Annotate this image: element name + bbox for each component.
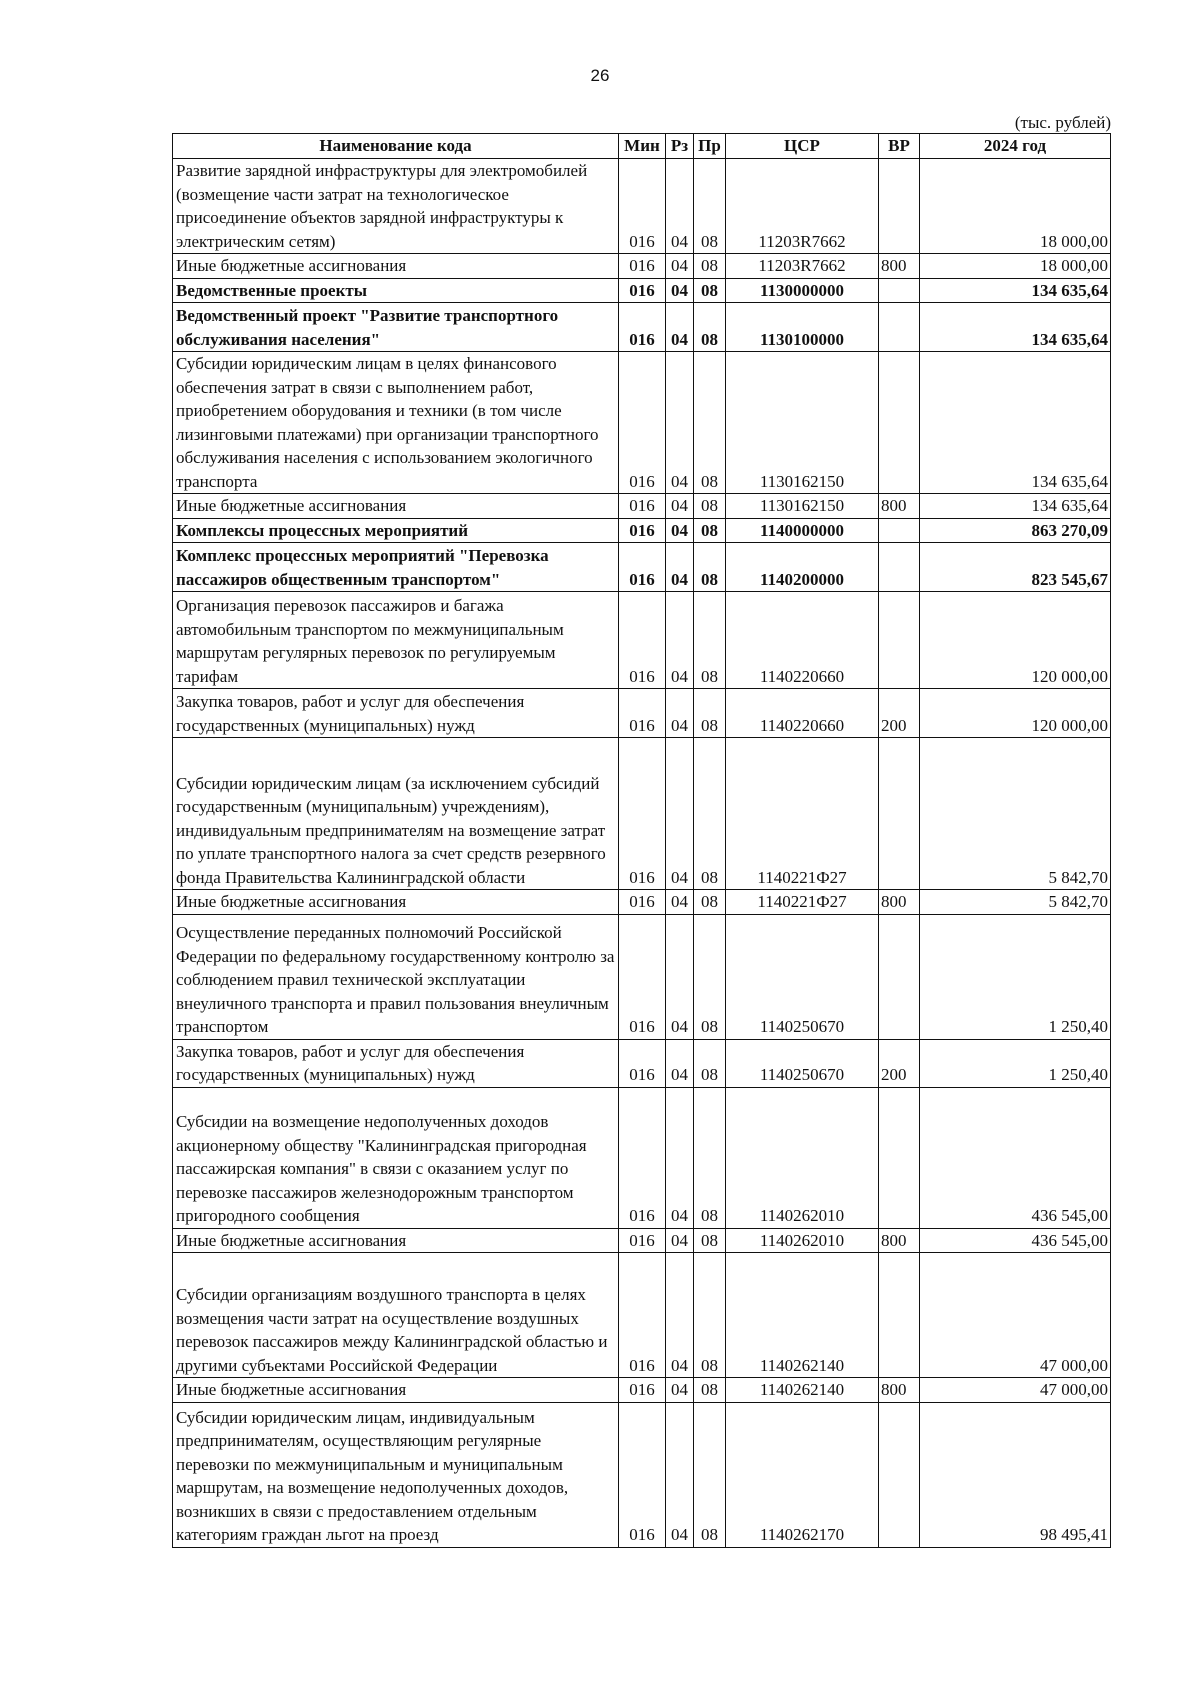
row-name: Субсидии на возмещение недополученных доходов акционерному обществу "Калининградская пригородная пассажирская компания" в связи с оказанием услуг по перевозке пассажиров железнодорожным транспортом пригородного сообщения	[173, 1087, 619, 1228]
row-rz: 04	[666, 1228, 694, 1253]
table-row	[173, 303, 1111, 352]
row-amount: 436 545,00	[920, 1228, 1111, 1253]
row-csr: 1140262010	[726, 1087, 879, 1228]
row-rz: 04	[666, 278, 694, 303]
row-pr: 08	[694, 254, 726, 279]
row-name: Развитие зарядной инфраструктуры для электромобилей (возмещение части затрат на технологическое присоединение объектов зарядной инфраструктуры к электрическим сетям)	[173, 159, 619, 254]
row-pr: 08	[694, 1087, 726, 1228]
table-row	[173, 159, 1111, 254]
row-name: Иные бюджетные ассигнования	[173, 494, 619, 519]
table-row	[173, 1039, 1111, 1087]
header-vr: ВР	[879, 134, 920, 159]
row-rz: 04	[666, 494, 694, 519]
row-csr: 11203R7662	[726, 254, 879, 279]
budget-table	[172, 133, 1111, 1548]
row-vr	[879, 592, 920, 689]
row-csr: 1140221Ф27	[726, 738, 879, 890]
row-name: Комплекс процессных мероприятий "Перевозка пассажиров общественным транспортом"	[173, 543, 619, 592]
row-min: 016	[619, 890, 666, 915]
row-name: Субсидии юридическим лицам в целях финансового обеспечения затрат в связи с выполнением работ, приобретением оборудования и техники (в том числе лизинговыми платежами) при организации транспортного обслуживания населения с использованием экологичного транспорта	[173, 352, 619, 494]
row-csr: 1140200000	[726, 543, 879, 592]
row-amount: 120 000,00	[920, 689, 1111, 738]
row-pr: 08	[694, 159, 726, 254]
row-rz: 04	[666, 1402, 694, 1547]
table-row	[173, 1228, 1111, 1253]
row-pr: 08	[694, 592, 726, 689]
header-min: Мин	[619, 134, 666, 159]
row-vr	[879, 278, 920, 303]
row-pr: 08	[694, 1253, 726, 1378]
row-vr: 800	[879, 494, 920, 519]
row-amount: 134 635,64	[920, 494, 1111, 519]
row-amount: 98 495,41	[920, 1402, 1111, 1547]
table-row	[173, 494, 1111, 519]
row-name: Субсидии юридическим лицам (за исключением субсидий государственным (муниципальным) учреждениям), индивидуальным предпринимателям на возмещение затрат по уплате транспортного налога за счет средств резервного фонда Правительства Калининградской области	[173, 738, 619, 890]
row-min: 016	[619, 689, 666, 738]
row-min: 016	[619, 914, 666, 1039]
table-row	[173, 254, 1111, 279]
row-min: 016	[619, 303, 666, 352]
row-min: 016	[619, 738, 666, 890]
row-vr	[879, 1087, 920, 1228]
table-row	[173, 543, 1111, 592]
table-row	[173, 738, 1111, 890]
row-rz: 04	[666, 1087, 694, 1228]
row-vr	[879, 159, 920, 254]
row-vr	[879, 914, 920, 1039]
row-csr: 1130162150	[726, 352, 879, 494]
row-csr: 1140250670	[726, 1039, 879, 1087]
row-vr	[879, 1402, 920, 1547]
row-amount: 823 545,67	[920, 543, 1111, 592]
row-amount: 18 000,00	[920, 254, 1111, 279]
row-amount: 1 250,40	[920, 914, 1111, 1039]
row-rz: 04	[666, 543, 694, 592]
row-min: 016	[619, 1402, 666, 1547]
row-amount: 134 635,64	[920, 352, 1111, 494]
row-name: Комплексы процессных мероприятий	[173, 518, 619, 543]
row-vr: 800	[879, 1228, 920, 1253]
row-rz: 04	[666, 592, 694, 689]
table-row	[173, 592, 1111, 689]
table-row	[173, 890, 1111, 915]
row-min: 016	[619, 1378, 666, 1403]
row-amount: 5 842,70	[920, 738, 1111, 890]
row-vr	[879, 303, 920, 352]
row-pr: 08	[694, 494, 726, 519]
row-pr: 08	[694, 738, 726, 890]
row-rz: 04	[666, 914, 694, 1039]
row-rz: 04	[666, 1378, 694, 1403]
table-row	[173, 689, 1111, 738]
row-csr: 1140250670	[726, 914, 879, 1039]
table-row	[173, 278, 1111, 303]
row-pr: 08	[694, 543, 726, 592]
row-csr: 1140262140	[726, 1378, 879, 1403]
row-min: 016	[619, 352, 666, 494]
row-pr: 08	[694, 518, 726, 543]
table-row	[173, 1402, 1111, 1547]
row-name: Иные бюджетные ассигнования	[173, 1228, 619, 1253]
row-rz: 04	[666, 254, 694, 279]
row-rz: 04	[666, 303, 694, 352]
row-pr: 08	[694, 914, 726, 1039]
header-year: 2024 год	[920, 134, 1111, 159]
row-min: 016	[619, 518, 666, 543]
row-amount: 134 635,64	[920, 303, 1111, 352]
row-name: Организация перевозок пассажиров и багажа автомобильным транспортом по межмуниципальным маршрутам регулярных перевозок по регулируемым тарифам	[173, 592, 619, 689]
row-vr	[879, 518, 920, 543]
row-rz: 04	[666, 689, 694, 738]
row-vr	[879, 1253, 920, 1378]
row-vr: 800	[879, 890, 920, 915]
row-amount: 134 635,64	[920, 278, 1111, 303]
header-rz: Рз	[666, 134, 694, 159]
row-rz: 04	[666, 1039, 694, 1087]
row-amount: 1 250,40	[920, 1039, 1111, 1087]
row-min: 016	[619, 1253, 666, 1378]
row-csr: 1140262010	[726, 1228, 879, 1253]
row-pr: 08	[694, 278, 726, 303]
row-rz: 04	[666, 159, 694, 254]
row-csr: 1140262140	[726, 1253, 879, 1378]
row-min: 016	[619, 278, 666, 303]
row-rz: 04	[666, 738, 694, 890]
row-rz: 04	[666, 518, 694, 543]
row-name: Иные бюджетные ассигнования	[173, 890, 619, 915]
header-pr: Пр	[694, 134, 726, 159]
row-rz: 04	[666, 890, 694, 915]
row-rz: 04	[666, 1253, 694, 1378]
table-row	[173, 1087, 1111, 1228]
row-csr: 1130100000	[726, 303, 879, 352]
row-csr: 1140262170	[726, 1402, 879, 1547]
row-min: 016	[619, 543, 666, 592]
row-amount: 863 270,09	[920, 518, 1111, 543]
row-pr: 08	[694, 1378, 726, 1403]
table-row	[173, 914, 1111, 1039]
row-min: 016	[619, 592, 666, 689]
row-min: 016	[619, 1039, 666, 1087]
row-vr: 800	[879, 1378, 920, 1403]
row-name: Иные бюджетные ассигнования	[173, 1378, 619, 1403]
row-csr: 1130000000	[726, 278, 879, 303]
row-amount: 5 842,70	[920, 890, 1111, 915]
row-amount: 120 000,00	[920, 592, 1111, 689]
header-row	[173, 134, 1111, 159]
row-name: Иные бюджетные ассигнования	[173, 254, 619, 279]
row-name: Осуществление переданных полномочий Российской Федерации по федеральному государственному контролю за соблюдением правил технической эксплуатации внеуличного транспорта и правил пользования внеуличным транспортом	[173, 914, 619, 1039]
row-name: Закупка товаров, работ и услуг для обеспечения государственных (муниципальных) нужд	[173, 1039, 619, 1087]
row-min: 016	[619, 254, 666, 279]
row-min: 016	[619, 1087, 666, 1228]
table-row	[173, 1378, 1111, 1403]
row-name: Закупка товаров, работ и услуг для обеспечения государственных (муниципальных) нужд	[173, 689, 619, 738]
units-label: (тыс. рублей)	[1014, 113, 1111, 132]
row-vr: 200	[879, 689, 920, 738]
row-csr: 1130162150	[726, 494, 879, 519]
row-name: Ведомственный проект "Развитие транспортного обслуживания населения"	[173, 303, 619, 352]
page-number: 26	[590, 66, 610, 85]
row-amount: 436 545,00	[920, 1087, 1111, 1228]
row-rz: 04	[666, 352, 694, 494]
row-csr: 11203R7662	[726, 159, 879, 254]
row-name: Ведомственные проекты	[173, 278, 619, 303]
row-name: Субсидии юридическим лицам, индивидуальным предпринимателям, осуществляющим регулярные перевозки по межмуниципальным и муниципальным маршрутам, на возмещение недополученных доходов, возникших в связи с предоставлением отдельным категориям граждан льгот на проезд	[173, 1402, 619, 1547]
row-csr: 1140220660	[726, 592, 879, 689]
row-pr: 08	[694, 689, 726, 738]
row-min: 016	[619, 494, 666, 519]
row-name: Субсидии организациям воздушного транспорта в целях возмещения части затрат на осуществление воздушных перевозок пассажиров между Калининградской областью и другими субъектами Российской Федерации	[173, 1253, 619, 1378]
table-row	[173, 518, 1111, 543]
row-vr: 800	[879, 254, 920, 279]
row-pr: 08	[694, 1039, 726, 1087]
row-vr: 200	[879, 1039, 920, 1087]
table-row	[173, 352, 1111, 494]
row-min: 016	[619, 1228, 666, 1253]
header-name: Наименование кода	[173, 134, 619, 159]
row-vr	[879, 738, 920, 890]
row-amount: 18 000,00	[920, 159, 1111, 254]
row-csr: 1140221Ф27	[726, 890, 879, 915]
table-row	[173, 1253, 1111, 1378]
row-amount: 47 000,00	[920, 1253, 1111, 1378]
row-pr: 08	[694, 1402, 726, 1547]
row-pr: 08	[694, 1228, 726, 1253]
row-csr: 1140000000	[726, 518, 879, 543]
row-amount: 47 000,00	[920, 1378, 1111, 1403]
header-csr: ЦСР	[726, 134, 879, 159]
row-min: 016	[619, 159, 666, 254]
row-pr: 08	[694, 890, 726, 915]
row-pr: 08	[694, 352, 726, 494]
row-vr	[879, 352, 920, 494]
row-vr	[879, 543, 920, 592]
row-csr: 1140220660	[726, 689, 879, 738]
row-pr: 08	[694, 303, 726, 352]
